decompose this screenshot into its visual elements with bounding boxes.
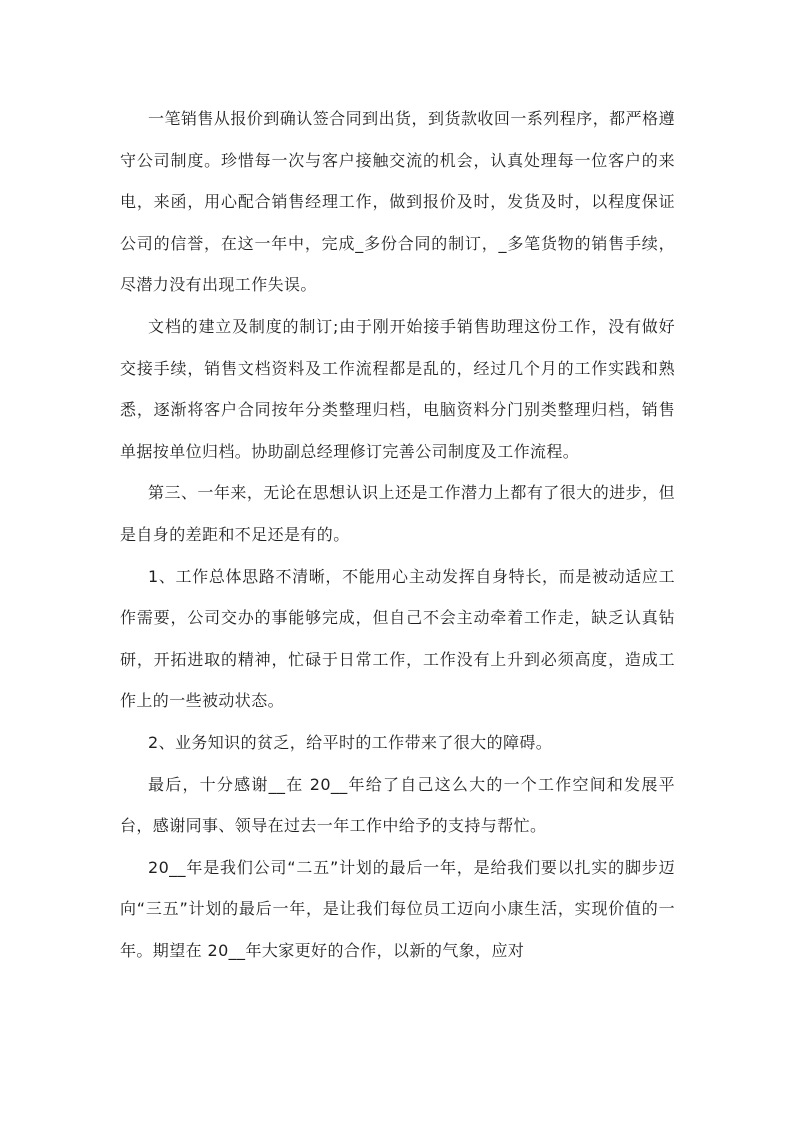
paragraph-third-section: 第三、一年来，无论在思想认识上还是工作潜力上都有了很大的进步，但是自身的差距和不足还是有的。 bbox=[120, 483, 675, 544]
paragraph-document-system: 文档的建立及制度的制订;由于刚开始接手销售助理这份工作，没有做好交接手续，销售文档资料及工作流程都是乱的，经过几个月的工作实践和熟悉，逐渐将客户合同按年分类整理归档，电脑资料分门别类整理归档，销售单据按单位归档。协助副总经理修订完善公司制度及工作流程。 bbox=[120, 316, 675, 461]
paragraph-shortcoming-1: 1、工作总体思路不清晰，不能用心主动发挥自身特长，而是被动适应工作需要，公司交办的事能够完成，但自己不会主动牵着工作走，缺乏认真钻研，开拓进取的精神，忙碌于日常工作，工作没有上升到必须高度，造成工作上的一些被动状态。 bbox=[120, 566, 675, 711]
paragraph-sales-process: 一笔销售从报价到确认签合同到出货，到货款收回一系列程序，都严格遵守公司制度。珍惜每一次与客户接触交流的机会，认真处理每一位客户的来电，来函，用心配合销售经理工作，做到报价及时，发货及时，以程度保证公司的信誉，在这一年中，完成_多份合同的制订，_多笔货物的销售手续，尽潜力没有出现工作失误。 bbox=[120, 109, 675, 295]
paragraph-outlook: 20__年是我们公司“二五”计划的最后一年，是给我们要以扎实的脚步迈向“三五”计划的最后一年，是让我们每位员工迈向小康生活，实现价值的一年。期望在 20__年大家更好的合作，以新的气象，应对 bbox=[120, 857, 675, 960]
paragraph-thanks: 最后，十分感谢__在 20__年给了自己这么大的一个工作空间和发展平台，感谢同事、领导在过去一年工作中给予的支持与帮忙。 bbox=[120, 774, 675, 836]
document-body bbox=[120, 98, 675, 971]
paragraph-shortcoming-2: 2、业务知识的贫乏，给平时的工作带来了很大的障碍。 bbox=[148, 732, 553, 752]
